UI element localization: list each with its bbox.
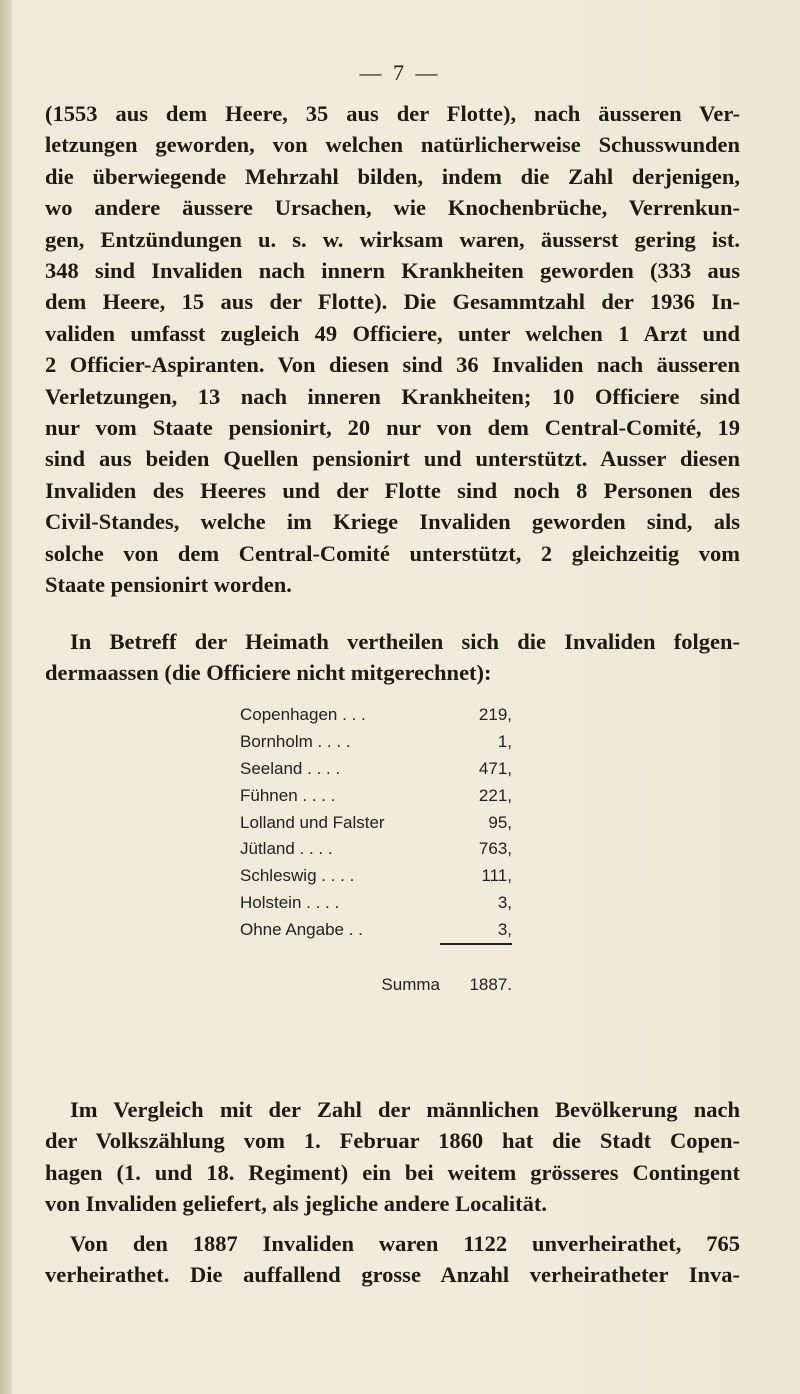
text-line: validen umfasst zugleich 49 Officiere, unter welchen 1 Arzt und [45,320,740,346]
sum-row [240,972,512,999]
text-line: Im Vergleich mit der Zahl der männlichen Bevölkerung nach [70,1097,740,1122]
text-line: verheirathet. Die auffallend grosse Anzahl verheiratheter Inva- [45,1262,740,1288]
region-count: 1, [497,732,512,752]
region-count: 3, [497,892,512,912]
table-row [240,836,512,863]
text-line: In Betreff der Heimath vertheilen sich die Invaliden folgen- [70,629,740,654]
region-name: Seeland . . . . [240,758,341,778]
text-line: hagen (1. und 18. Regiment) ein bei weitem grösseres Contingent [45,1159,740,1185]
text-line: Invaliden des Heeres und der Flotte sind noch 8 Personen des [45,477,740,503]
text-line: von Invaliden geliefert, als jegliche andere Localität. [45,1191,548,1217]
text-line: dermaassen (die Officiere nicht mitgerechnet): [45,660,492,686]
region-name: Holstein . . . . [240,892,340,912]
text-line: Staate pensionirt worden. [45,572,292,598]
text-line: nur vom Staate pensionirt, 20 nur von dem Central-Comité, 19 [45,415,740,441]
text-line: Verletzungen, 13 nach inneren Krankheiten; 10 Officiere sind [45,383,740,409]
region-count: 471, [478,758,512,778]
text-line: 348 sind Invaliden nach innern Krankheiten geworden (333 aus [45,258,740,284]
page-number: — 7 — [359,60,441,85]
text-line: dem Heere, 15 aus der Flotte). Die Gesammtzahl der 1936 In- [45,289,740,315]
paragraph-1 [45,98,740,601]
sum-rule [440,944,512,972]
region-name: Schleswig . . . . [240,866,355,886]
paragraph-2 [45,626,740,689]
text-line: die überwiegende Mehrzahl bilden, indem die Zahl derjenigen, [45,163,740,189]
region-count: 221, [478,785,512,805]
table-row [240,809,512,836]
table-row [240,890,512,917]
region-count: 763, [478,839,512,859]
region-name: Fühnen . . . . [240,785,336,805]
table-row [240,782,512,809]
region-count: 95, [488,812,512,832]
text-line: Von den 1887 Invaliden waren 1122 unverheirathet, 765 [70,1231,740,1256]
table-row [240,863,512,890]
region-name: Lolland und Falster [240,812,385,832]
region-name: Ohne Angabe . . [240,920,363,940]
invalids-by-region-table [240,702,512,999]
region-count: 3, [497,919,512,939]
paragraph-4 [45,1228,740,1291]
text-line: sind aus beiden Quellen pensionirt und unterstützt. Ausser diesen [45,446,740,472]
text-line: wo andere äussere Ursachen, wie Knochenbrüche, Verrenkun- [45,195,740,221]
region-name: Bornholm . . . . [240,732,351,752]
text-line: der Volkszählung vom 1. Februar 1860 hat die Stadt Copen- [45,1128,740,1154]
page-gutter [0,0,12,1394]
table-row [240,702,512,729]
text-line: solche von dem Central-Comité unterstützt, 2 gleichzeitig vom [45,540,740,566]
paragraph-3 [45,1094,740,1220]
sum-rule-row [240,944,512,972]
sum-rule-spacer [240,944,440,972]
text-line: (1553 aus dem Heere, 35 aus der Flotte), nach äusseren Ver- [45,101,740,126]
text-line: letzungen geworden, von welchen natürlicherweise Schusswunden [45,132,740,158]
sum-label: Summa [381,975,440,995]
text-line: Civil-Standes, welche im Kriege Invaliden geworden sind, als [45,509,740,535]
region-name: Jütland . . . . [240,839,333,859]
text-line: gen, Entzündungen u. s. w. wirksam waren, äusserst gering ist. [45,226,740,252]
region-count: 219, [478,705,512,725]
table-row [240,729,512,756]
text-line: 2 Officier-Aspiranten. Von diesen sind 36 Invaliden nach äusseren [45,352,740,378]
region-count: 111, [481,866,512,886]
sum-value: 1887. [469,975,512,995]
table-row [240,756,512,783]
table-row [240,916,512,944]
region-name: Copenhagen . . . [240,705,366,725]
